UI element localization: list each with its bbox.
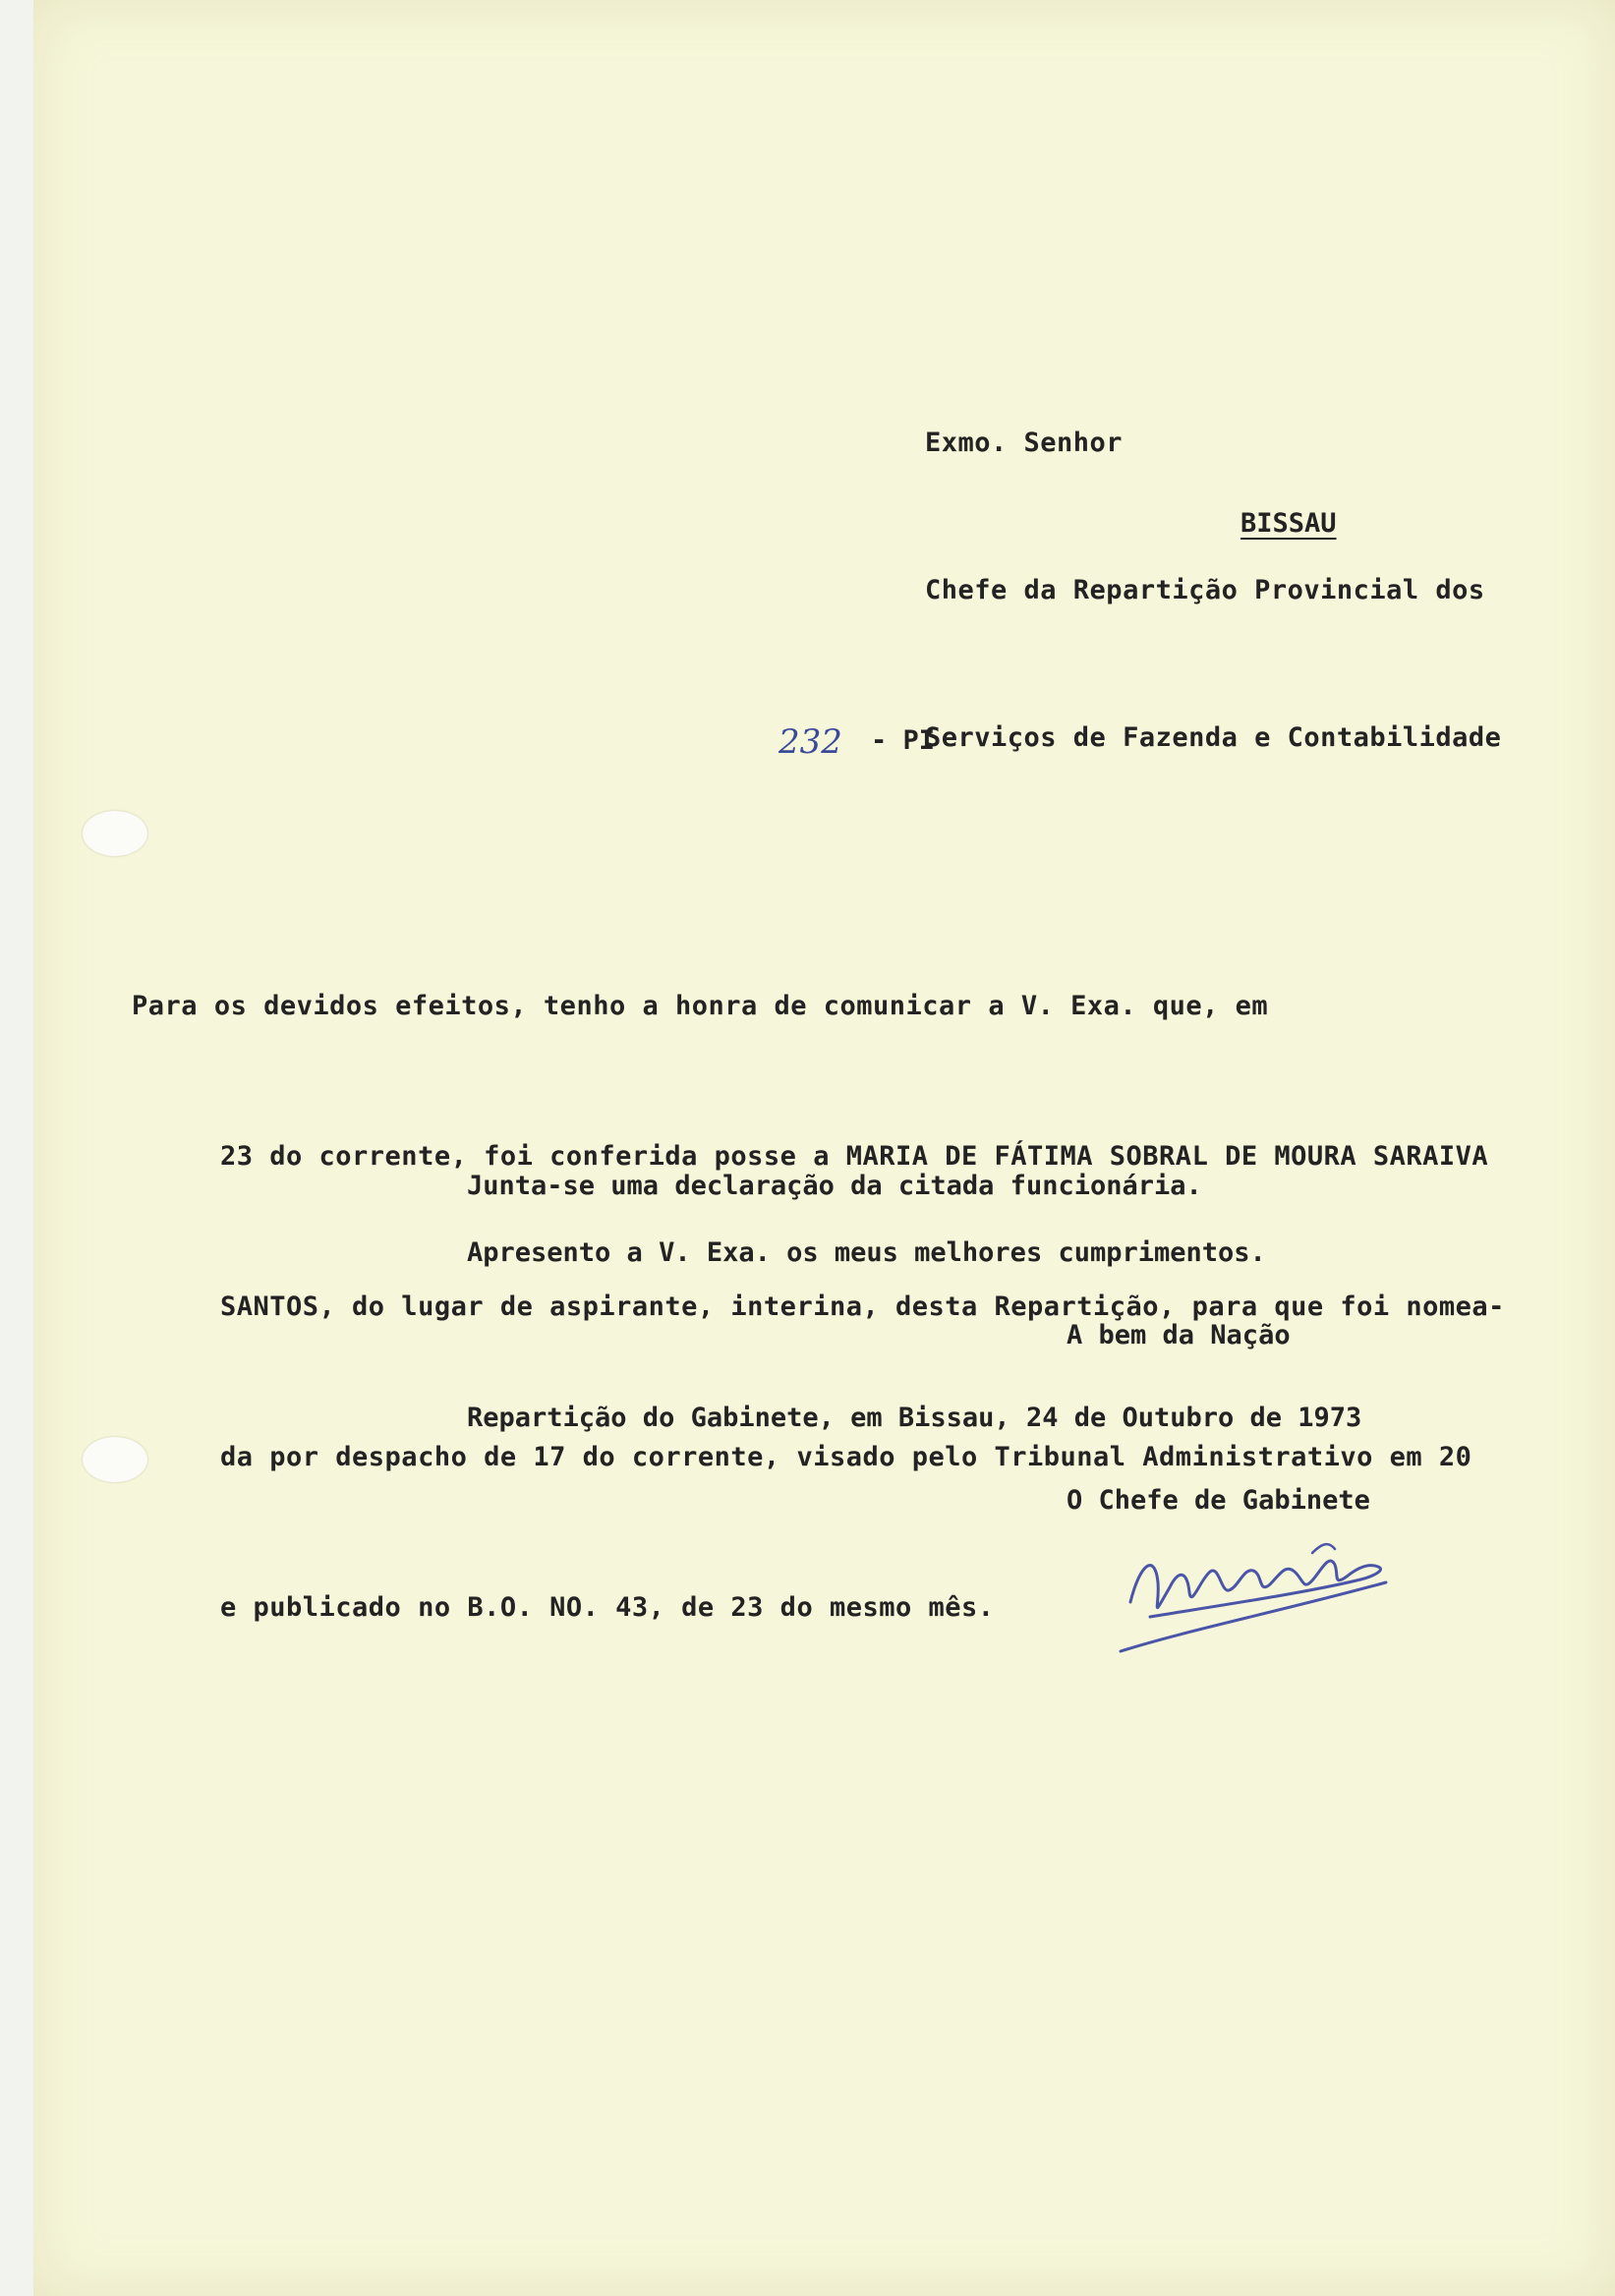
body-line: da por despacho de 17 do corrente, visado pelo Tribunal Administrativo em 20 [220,1442,1472,1472]
punch-hole-bottom [83,1437,147,1482]
scan-edge [0,0,33,2296]
handwritten-signature [1111,1514,1396,1661]
body-line: Para os devidos efeitos, tenho a honra de comunicar a V. Exa. que, em [0,991,1269,1021]
signatory-title: O Chefe de Gabinete [1067,1485,1370,1516]
addressee-city: BISSAU [1240,508,1337,539]
addressee-salutation: Exmo. Senhor [925,428,1124,458]
body-line: e publicado no B.O. NO. 43, de 23 do mesmo mês. [220,1592,995,1623]
addressee-department: Serviços de Fazenda e Contabilidade [925,722,1502,753]
reference-suffix: - PI [871,725,936,756]
enclosure-note: Junta-se uma declaração da citada funcionária. [467,1171,1202,1201]
reference-number-handwritten: 232 [779,722,842,762]
addressee-block [925,320,1501,812]
closing-salutation: A bem da Nação [1067,1320,1291,1350]
place-date-line: Repartição do Gabinete, em Bissau, 24 de Outubro de 1973 [467,1403,1362,1433]
body-line: 23 do corrente, foi conferida posse a MARIA DE FÁTIMA SOBRAL DE MOURA SARAIVA [220,1141,1489,1172]
addressee-title: Chefe da Repartição Provincial dos [925,575,1485,605]
punch-hole-top [83,811,147,856]
courtesy-line: Apresento a V. Exa. os meus melhores cumprimentos. [467,1237,1266,1268]
body-line: SANTOS, do lugar de aspirante, interina, desta Repartição, para que foi nomea- [220,1292,1505,1322]
